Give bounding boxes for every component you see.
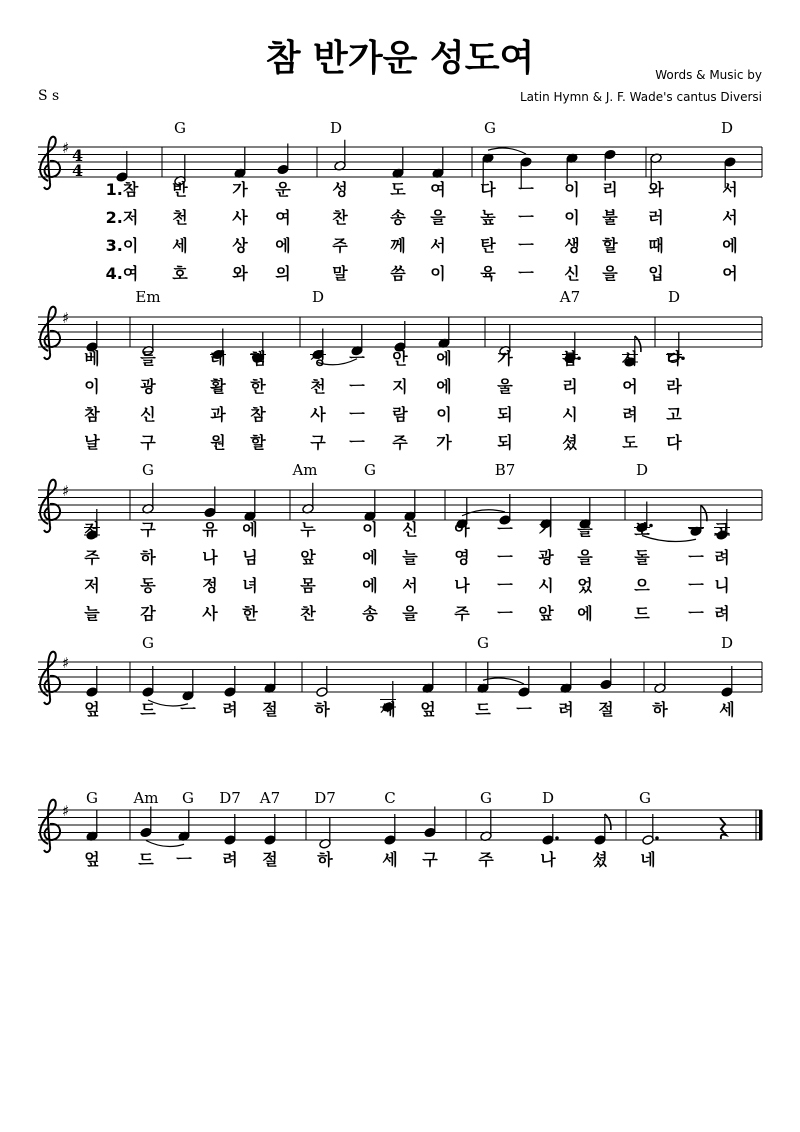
treble-clef-loop: [45, 676, 61, 692]
lyric-syllable: ㅡ: [497, 548, 513, 567]
lyric-syllable: ㅡ: [497, 576, 513, 595]
lyric-syllable: 감: [140, 604, 156, 623]
sharp-icon: ♯: [62, 139, 70, 157]
chord-symbol: G: [364, 461, 376, 479]
lyric-syllable: 앞: [538, 604, 554, 623]
lyric-syllable: 려: [222, 700, 238, 719]
lyric-syllable: 을: [577, 548, 593, 567]
lyric-syllable: ㅡ: [688, 548, 704, 567]
lyric-syllable: 광: [140, 377, 156, 396]
lyric-syllable: 절: [598, 700, 614, 719]
lyric-syllable: 동: [140, 576, 156, 595]
lyric-syllable: 참: [250, 405, 266, 424]
lyric-syllable: 구: [310, 433, 326, 452]
lyric-syllable: 서: [722, 208, 738, 227]
lyric-syllable: 여: [275, 208, 291, 227]
lyric-syllable: 서: [722, 180, 738, 199]
lyric-syllable: 할: [250, 433, 266, 452]
lyric-syllable: ㅡ: [688, 520, 704, 539]
chord-symbol: A7: [259, 789, 281, 807]
treble-clef-loop: [45, 504, 61, 520]
lyric-syllable: 드: [140, 700, 156, 719]
lyric-syllable: 드: [475, 700, 491, 719]
slur: [488, 148, 526, 154]
slur: [483, 678, 524, 684]
lyric-syllable: 을: [402, 604, 418, 623]
chord-symbol: G: [484, 119, 496, 137]
chord-symbol: G: [480, 789, 492, 807]
note-dot: [555, 836, 559, 840]
lyric-syllable: 엎: [84, 700, 100, 719]
lyric-syllable: 시: [562, 405, 578, 424]
chord-symbol: Em: [135, 288, 161, 306]
chord-symbol: D: [667, 288, 681, 306]
lyric-syllable: 되: [497, 405, 513, 424]
staff-system: [38, 461, 762, 623]
lyric-syllable: ㅡ: [176, 850, 192, 869]
lyric-syllable: 서: [402, 576, 418, 595]
lyric-syllable: 저: [84, 520, 100, 539]
lyric-syllable: 가: [232, 180, 248, 199]
staff-system: [38, 288, 762, 452]
chord-symbol: G: [142, 634, 154, 652]
lyric-syllable: 높: [480, 208, 496, 227]
lyric-syllable: 도: [390, 180, 406, 199]
chord-symbol: G: [86, 789, 98, 807]
sharp-icon: ♯: [62, 482, 70, 500]
lyric-syllable: 주: [332, 236, 348, 255]
lyric-syllable: ㅡ: [688, 604, 704, 623]
lyric-syllable: 으: [634, 576, 650, 595]
chord-symbol: D: [720, 119, 734, 137]
note-dot: [655, 836, 659, 840]
lyric-syllable: 구: [140, 433, 156, 452]
lyric-syllable: 하: [652, 700, 668, 719]
lyric-syllable: 생: [564, 236, 580, 255]
staff-system: [38, 789, 763, 869]
treble-clef-icon: [40, 480, 56, 532]
chord-symbol: A7: [559, 288, 581, 306]
time-signature-bottom: 4: [72, 161, 84, 180]
treble-clef-icon: [40, 800, 56, 852]
quarter-rest-icon: [720, 818, 726, 839]
lyric-syllable: 늘: [84, 604, 100, 623]
lyric-syllable: 찬: [332, 208, 348, 227]
treble-clef-icon: [40, 652, 56, 704]
note-flag: [701, 505, 707, 521]
lyric-syllable: 시: [622, 349, 638, 368]
lyric-syllable: 나: [540, 850, 556, 869]
treble-clef-icon: [40, 307, 56, 359]
chord-symbol: C: [384, 789, 396, 807]
lyric-syllable: 하: [314, 700, 330, 719]
lyric-syllable: ㅡ: [349, 433, 365, 452]
lyric-syllable: 신: [564, 264, 580, 283]
credits-line-2: Latin Hymn & J. F. Wade's cantus Diversi: [519, 90, 762, 104]
sharp-icon: ♯: [62, 802, 70, 820]
lyric-syllable: 사: [202, 604, 218, 623]
lyric-syllable: 에: [436, 377, 452, 396]
lyric-syllable: 드: [634, 604, 650, 623]
lyric-syllable: 신: [402, 520, 418, 539]
lyric-syllable: 었: [577, 576, 593, 595]
lyric-syllable: 천: [172, 208, 188, 227]
lyric-syllable: 엎: [84, 850, 100, 869]
lyric-syllable: 녀: [242, 576, 258, 595]
lyric-syllable: 네: [640, 850, 656, 869]
lyric-syllable: 불: [602, 208, 618, 227]
lyric-syllable: 한: [242, 604, 258, 623]
lyric-syllable: 아: [454, 520, 470, 539]
lyric-syllable: 되: [497, 433, 513, 452]
lyric-syllable: 늘: [402, 548, 418, 567]
lyric-syllable: 누: [300, 520, 316, 539]
lyric-syllable: 드: [138, 850, 154, 869]
lyric-syllable: 1.참: [105, 180, 139, 199]
sharp-icon: ♯: [62, 654, 70, 672]
lyric-syllable: 어: [622, 377, 638, 396]
lyric-syllable: 정: [202, 576, 218, 595]
lyric-syllable: 원: [210, 433, 226, 452]
lyric-syllable: 몸: [300, 576, 316, 595]
lyric-syllable: 저: [84, 576, 100, 595]
lyric-syllable: 에: [436, 349, 452, 368]
lyric-syllable: 를: [577, 520, 593, 539]
note-dot: [649, 524, 653, 528]
lyric-syllable: 앞: [300, 548, 316, 567]
lyric-syllable: 려: [222, 850, 238, 869]
final-bar-thick: [759, 810, 763, 840]
lyric-syllable: 나: [202, 548, 218, 567]
chord-symbol: D: [311, 288, 325, 306]
lyric-syllable: 여: [430, 180, 446, 199]
chord-symbol: Am: [292, 461, 318, 479]
lyric-syllable: 주: [478, 850, 494, 869]
lyric-syllable: 지: [392, 377, 408, 396]
treble-clef-loop: [45, 331, 61, 347]
treble-clef-loop: [45, 161, 61, 177]
lyric-syllable: 이: [362, 520, 378, 539]
lyric-syllable: 을: [602, 264, 618, 283]
lyric-syllable: 이: [436, 405, 452, 424]
lyric-syllable: 활: [210, 377, 226, 396]
lyric-syllable: 셨: [562, 433, 578, 452]
lyric-syllable: 안: [392, 349, 408, 368]
lyric-syllable: 고: [714, 520, 730, 539]
lyric-syllable: 구: [422, 850, 438, 869]
lyric-syllable: 헴: [250, 349, 266, 368]
lyric-syllable: ㅡ: [349, 349, 365, 368]
lyric-syllable: 유: [202, 520, 218, 539]
lyric-syllable: 육: [480, 264, 496, 283]
note-dot: [577, 356, 581, 360]
chord-symbol: D: [635, 461, 649, 479]
lyric-syllable: ㅡ: [349, 405, 365, 424]
staff-system: [38, 119, 762, 283]
lyric-syllable: 4.여: [105, 264, 139, 283]
lyric-syllable: 광: [538, 548, 554, 567]
chord-symbol: D7: [219, 789, 241, 807]
chord-symbol: D: [329, 119, 343, 137]
lyric-syllable: 이: [430, 264, 446, 283]
lyric-syllable: 상: [232, 236, 248, 255]
lyric-syllable: ㅡ: [688, 576, 704, 595]
lyric-syllable: 기: [538, 520, 554, 539]
chord-symbol: D: [541, 789, 555, 807]
lyric-syllable: 려: [622, 405, 638, 424]
lyric-syllable: 세: [719, 700, 735, 719]
lyric-syllable: 다: [666, 349, 682, 368]
lyric-syllable: 시: [538, 576, 554, 595]
lyric-syllable: 호: [172, 264, 188, 283]
lyric-syllable: 찬: [300, 604, 316, 623]
lyric-syllable: 주: [84, 548, 100, 567]
lyric-syllable: 탄: [480, 236, 496, 255]
lyric-syllable: 다: [666, 433, 682, 452]
staff-system: [38, 634, 762, 719]
time-signature-top: 4: [72, 146, 84, 165]
lyric-syllable: 2.저: [105, 208, 139, 227]
lyric-syllable: 라: [666, 377, 682, 396]
lyric-syllable: 신: [140, 405, 156, 424]
lyric-syllable: 송: [390, 208, 406, 227]
lyric-syllable: 을: [430, 208, 446, 227]
chord-symbol: G: [182, 789, 194, 807]
lyric-syllable: 3.이: [105, 236, 139, 255]
lyric-syllable: 고: [666, 405, 682, 424]
chord-symbol: G: [174, 119, 186, 137]
lyric-syllable: 의: [275, 264, 291, 283]
lyric-syllable: 도: [622, 433, 638, 452]
lyric-syllable: 세: [382, 850, 398, 869]
lyric-syllable: 리: [602, 180, 618, 199]
note-dot: [681, 356, 685, 360]
lyric-syllable: 에: [577, 604, 593, 623]
lyric-syllable: ㅡ: [516, 700, 532, 719]
lyric-syllable: 람: [392, 405, 408, 424]
note-flag: [605, 814, 611, 830]
lyric-syllable: 천: [310, 377, 326, 396]
lyric-syllable: 운: [275, 180, 291, 199]
lyric-syllable: 세: [380, 700, 396, 719]
lyric-syllable: ㅡ: [518, 236, 534, 255]
lyric-syllable: ㅡ: [180, 700, 196, 719]
chord-symbol: G: [142, 461, 154, 479]
lyric-syllable: 봅: [562, 349, 578, 368]
lyric-syllable: 하: [317, 850, 333, 869]
chord-symbol: Am: [133, 789, 159, 807]
lyric-syllable: 님: [242, 548, 258, 567]
lyric-syllable: 절: [262, 700, 278, 719]
lyric-syllable: 사: [232, 208, 248, 227]
chord-symbol: D7: [314, 789, 336, 807]
lyric-syllable: 반: [172, 180, 188, 199]
lyric-syllable: ㅡ: [518, 208, 534, 227]
lyric-syllable: 려: [714, 604, 730, 623]
lyric-syllable: 보: [634, 520, 650, 539]
lyric-syllable: 날: [84, 433, 100, 452]
lyric-syllable: 영: [454, 548, 470, 567]
lyric-syllable: ㅡ: [497, 604, 513, 623]
lyric-syllable: 들: [140, 349, 156, 368]
lyric-syllable: 셨: [592, 850, 608, 869]
lyric-syllable: ㅡ: [349, 377, 365, 396]
lyric-syllable: 입: [648, 264, 664, 283]
lyric-syllable: 러: [648, 208, 664, 227]
lyric-syllable: 울: [497, 377, 513, 396]
lyric-syllable: 송: [362, 604, 378, 623]
lyric-syllable: 한: [250, 377, 266, 396]
chord-symbol: D: [720, 634, 734, 652]
chord-symbol: G: [477, 634, 489, 652]
lyric-syllable: 에: [722, 236, 738, 255]
lyric-syllable: 에: [275, 236, 291, 255]
lyric-syllable: 씀: [390, 264, 406, 283]
lyric-syllable: 에: [362, 576, 378, 595]
lyric-syllable: 에: [362, 548, 378, 567]
lyric-syllable: 주: [392, 433, 408, 452]
lyric-syllable: 참: [84, 405, 100, 424]
lyric-syllable: 가: [436, 433, 452, 452]
lyric-syllable: 주: [454, 604, 470, 623]
credits-line-1: Words & Music by: [655, 68, 762, 82]
lyric-syllable: 이: [564, 180, 580, 199]
lyric-syllable: 성: [332, 180, 348, 199]
treble-clef-loop: [45, 824, 61, 840]
lyric-syllable: 때: [648, 236, 664, 255]
slur: [146, 841, 184, 847]
lyric-syllable: ㅡ: [497, 520, 513, 539]
chord-symbol: B7: [494, 461, 516, 479]
lyric-syllable: 베: [84, 349, 100, 368]
lyric-syllable: 께: [390, 236, 406, 255]
lyric-syllable: 가: [497, 349, 513, 368]
lyric-syllable: 나: [454, 576, 470, 595]
treble-clef-icon: [40, 137, 56, 189]
lyric-syllable: 사: [310, 405, 326, 424]
sharp-icon: ♯: [62, 309, 70, 327]
lyric-syllable: 니: [714, 576, 730, 595]
chord-symbol: G: [639, 789, 651, 807]
lyric-syllable: 려: [714, 548, 730, 567]
lyric-syllable: 다: [480, 180, 496, 199]
song-title: 참 반가운 성도여: [265, 38, 535, 79]
lyric-syllable: 세: [172, 236, 188, 255]
score-label: S s: [38, 88, 60, 104]
lyric-syllable: 에: [242, 520, 258, 539]
lyric-syllable: 말: [332, 264, 348, 283]
lyric-syllable: 어: [722, 264, 738, 283]
lyric-syllable: ㅡ: [518, 264, 534, 283]
lyric-syllable: 서: [430, 236, 446, 255]
lyric-syllable: 성: [310, 349, 326, 368]
lyric-syllable: 하: [140, 548, 156, 567]
lyric-syllable: 이: [564, 208, 580, 227]
lyric-syllable: 려: [558, 700, 574, 719]
lyric-syllable: 할: [602, 236, 618, 255]
lyric-syllable: 과: [210, 405, 226, 424]
lyric-syllable: ㅡ: [518, 180, 534, 199]
lyric-syllable: 절: [262, 850, 278, 869]
lyric-syllable: 엎: [420, 700, 436, 719]
lyric-syllable: 구: [140, 520, 156, 539]
lyric-syllable: 와: [232, 264, 248, 283]
lyric-syllable: 와: [648, 180, 664, 199]
lyric-syllable: 이: [84, 377, 100, 396]
lyric-syllable: 레: [210, 349, 226, 368]
lyric-syllable: 리: [562, 377, 578, 396]
lyric-syllable: 돌: [634, 548, 650, 567]
